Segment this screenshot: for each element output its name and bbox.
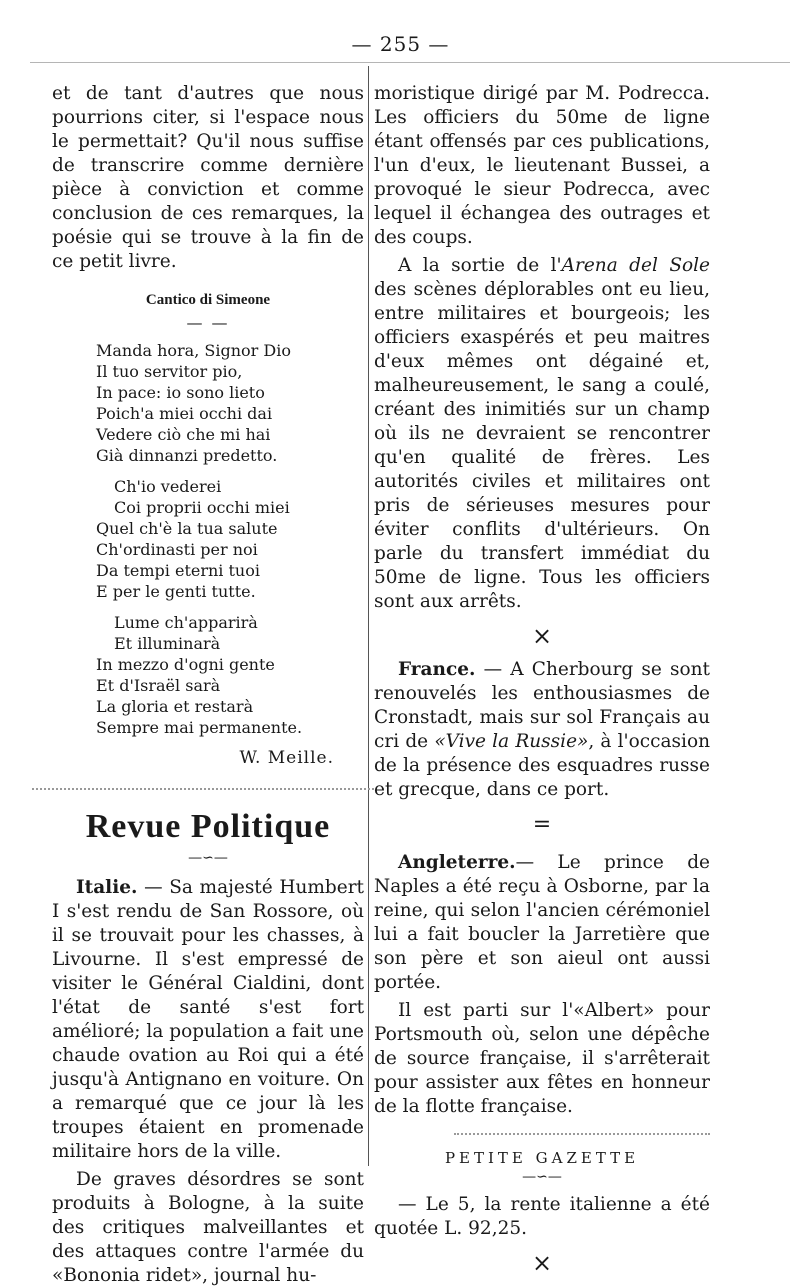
text-run: — Le prince de Naples a été reçu à Osborne, par la reine, qui selon l'ancien cérémoniel lui a fait boucler la Jarretière que son père et son aieul ont aussi portée. xyxy=(374,852,710,993)
angleterre-heading: Angleterre. xyxy=(398,852,516,873)
poem-line: Quel ch'è la tua salute xyxy=(96,519,278,538)
poem-line: Manda hora, Signor Dio xyxy=(96,341,291,360)
poem-line: Lume ch'apparirà xyxy=(114,613,258,632)
poem-stanza xyxy=(96,612,364,738)
poem-line: Et illuminarà xyxy=(114,634,221,653)
france-heading: France. xyxy=(398,659,476,680)
poem-stanza xyxy=(96,340,364,466)
continued-paragraph: moristique dirigé par M. Podrecca. Les officiers du 50me de ligne étant offensés par ces publications, l'un d'eux, le lieutenant Bussei, a provoqué le sieur Podrecca, avec lequel il échangea des outrages et des coups. xyxy=(374,83,710,248)
section-separator xyxy=(32,788,374,790)
page-number: — 255 — xyxy=(351,32,450,56)
poem xyxy=(96,340,364,738)
angleterre-paragraph-2: Il est parti sur l'«Albert» pour Portsmouth où, selon une dépêche de source française, il s'arrêterait pour assister aux fêtes en honneur de la flotte française. xyxy=(374,1000,710,1117)
text-run: A la sortie de l' xyxy=(398,255,562,276)
poem-line: Et d'Israël sarà xyxy=(96,676,221,695)
poem-line: Già dinnanzi predetto. xyxy=(96,446,278,465)
poem-separator: — — xyxy=(186,313,230,332)
top-rule xyxy=(30,62,790,63)
poem-title: Cantico di Simeone xyxy=(145,292,271,308)
poem-line: Ch'ordinasti per noi xyxy=(96,540,258,559)
poem-line: E per le genti tutte. xyxy=(96,582,256,601)
poem-line: Coi proprii occhi miei xyxy=(114,498,290,517)
poem-line: Da tempi eterni tuoi xyxy=(96,561,260,580)
right-column xyxy=(374,82,710,1285)
poem-line: Ch'io vederei xyxy=(114,477,222,496)
text-run: — A Cherbourg se sont renouvelés les enthousiasmes de Cronstadt, mais sur sol Français au cri de xyxy=(374,659,710,752)
column-divider xyxy=(368,66,369,1166)
gazette-ornament: —∽— xyxy=(522,1169,562,1185)
poem-line: Vedere ciò che mi hai xyxy=(96,425,271,444)
italie-paragraph xyxy=(52,876,364,1164)
title-ornament: —∽— xyxy=(188,850,228,866)
cross-separator: × xyxy=(531,1249,553,1277)
text-run: des scènes déplorables ont eu lieu, entre militaires et bourgeois; les officiers exaspérés et peu maitres d'eux mêmes ont dégainé et, malheureusement, le sang a coulé, créant des inimitiés sur un champ où ils ne devraient se rencontrer qu'en qualité de frères. Les autorités civiles et militaires ont pris de sérieuses mesures pour éviter conflits d'ultérieurs. On parle du transfert immédiat du 50me de ligne. Tous les officiers sont aux arrêts. xyxy=(374,279,710,612)
left-column xyxy=(52,82,364,1288)
poem-line: La gloria et restarà xyxy=(96,697,254,716)
gazette-title: PETITE GAZETTE xyxy=(444,1149,640,1167)
cross-separator: × xyxy=(531,622,553,650)
poem-line: In mezzo d'ogni gente xyxy=(96,655,275,674)
equals-separator: = xyxy=(532,812,552,837)
bologna-paragraph xyxy=(374,254,710,614)
quote-text: «Vive la Russie» xyxy=(434,731,589,752)
intro-paragraph: et de tant d'autres que nous pourrions citer, si l'espace nous le permettait? Qu'il nous suffise de transcrire comme dernière pièce à conviction et comme conclusion de ces remarques, la poésie qui se trouve à la fin de ce petit livre. xyxy=(52,83,364,272)
italie-paragraph-2: De graves désordres se sont produits à Bologne, à la suite des critiques malveillantes et des attaques contre l'armée du «Bononia ridet», journal hu- xyxy=(52,1169,364,1286)
angleterre-paragraph xyxy=(374,851,710,995)
gazette-paragraph: — Le 5, la rente italienne a été quotée L. 92,25. xyxy=(374,1194,710,1239)
arena-name: Arena del Sole xyxy=(561,255,710,276)
section-title: Revue Politique xyxy=(85,808,331,845)
france-paragraph xyxy=(374,658,710,802)
poem-line: Poich'a miei occhi dai xyxy=(96,404,273,423)
poem-line: In pace: io sono lieto xyxy=(96,383,265,402)
text-run: , à l'occasion de la présence des esquadres russe et grecque, dans ce port. xyxy=(374,731,710,800)
poem-author: W. Meille. xyxy=(239,748,334,768)
section-separator xyxy=(454,1133,710,1135)
italie-text: — Sa majesté Humbert I s'est rendu de San Rossore, où il se trouvait pour les chasses, à Livourne. Il s'est empressé de visiter le Général Cialdini, dont l'état de santé s'est fort amélioré; la population a fait une chaude ovation au Roi qui a été jusqu'à Antignano en voiture. On a remarqué que ce jour là les troupes étaient en promenade militaire hors de la ville. xyxy=(52,877,364,1162)
poem-line: Sempre mai permanente. xyxy=(96,718,303,737)
poem-stanza xyxy=(96,476,364,602)
poem-line: Il tuo servitor pio, xyxy=(96,362,243,381)
italie-heading: Italie. xyxy=(76,877,138,898)
